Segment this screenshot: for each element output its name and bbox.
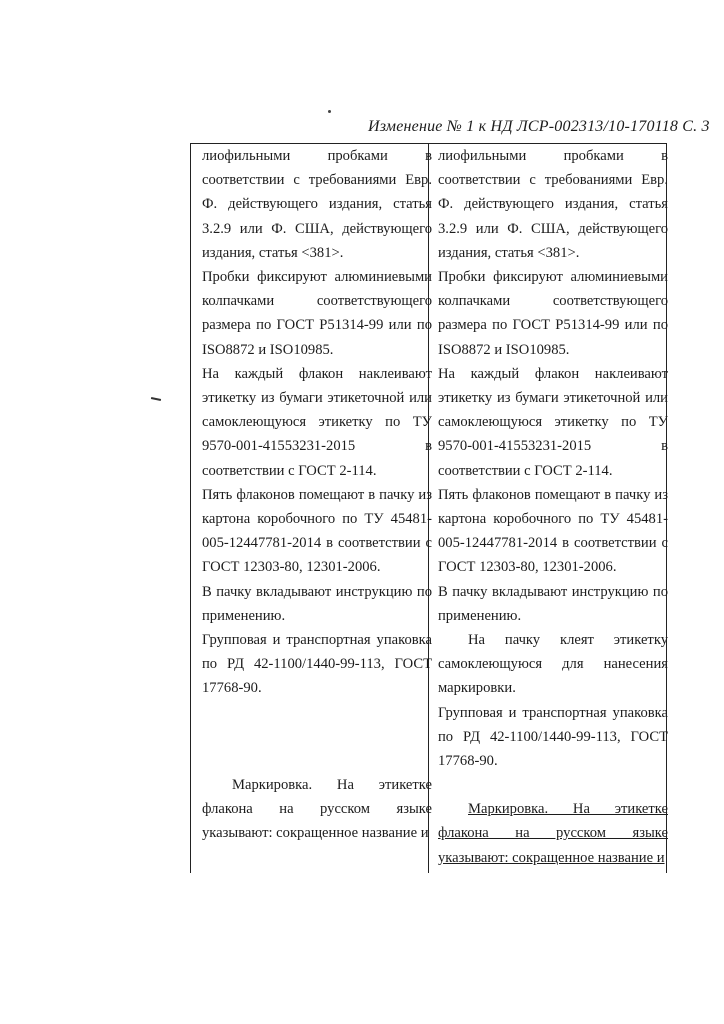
right-paragraph-8: Маркировка. На этикетке флакона на русском языке указывают: сокращенное название и (438, 801, 668, 866)
comparison-table (190, 143, 666, 873)
left-paragraph-4: Пять флаконов помещают в пачку из картона коробочного по ТУ 45481-005-12447781-2014 в соответствии с ГОСТ 12303-80, 12301-2006. (202, 486, 432, 576)
right-paragraph-2: Пробки фиксируют алюминиевыми колпачками соответствующего размера по ГОСТ Р51314-99 или по ISO8872 и ISO10985. (438, 269, 668, 358)
scan-speck (328, 110, 331, 113)
right-paragraph-3: На каждый флакон наклеивают этикетку из бумаги этикеточной или самоклеющуюся этикетку по ТУ 9570-001-41553231-2015 в соответствии с ГОСТ 2-114. (438, 365, 668, 479)
right-paragraph-4: Пять флаконов помещают в пачку из картона коробочного по ТУ 45481-005-12447781-2014 в соответствии с ГОСТ 12303-80, 12301-2006. (438, 486, 668, 576)
right-paragraph-5: В пачку вкладывают инструкцию по применению. (438, 583, 668, 624)
page-header: Изменение № 1 к НД ЛСР-002313/10-170118 С. 3 (368, 118, 710, 135)
right-paragraph-7: Групповая и транспортная упаковка по РД 42-1100/1440-99-113, ГОСТ 17768-90. (438, 704, 668, 770)
right-paragraph-1: лиофильными пробками в соответствии с требованиями Евр. Ф. действующего издания, статья 3.2.9 или Ф. США, действующего издания, статья <381>. (438, 148, 668, 261)
scan-mark (151, 397, 161, 401)
right-column (438, 144, 668, 870)
left-paragraph-3: На каждый флакон наклеивают этикетку из бумаги этикеточной или самоклеющуюся этикетку по ТУ 9570-001-41553231-2015 в соответствии с ГОСТ 2-114. (202, 365, 432, 479)
left-paragraph-7: Маркировка. На этикетке флакона на русском языке указывают: сокращенное название и (202, 776, 432, 842)
left-paragraph-1: лиофильными пробками в соответствии с требованиями Евр. Ф. действующего издания, статья 3.2.9 или Ф. США, действующего издания, статья <381>. (202, 148, 432, 261)
left-column (202, 144, 432, 845)
right-paragraph-6: На пачку клеят этикетку самоклеющуюся для нанесения маркировки. (438, 632, 668, 697)
left-paragraph-5: В пачку вкладывают инструкцию по применению. (202, 583, 432, 624)
left-paragraph-6: Групповая и транспортная упаковка по РД 42-1100/1440-99-113, ГОСТ 17768-90. (202, 632, 432, 697)
left-paragraph-2: Пробки фиксируют алюминиевыми колпачками соответствующего размера по ГОСТ Р51314-99 или по ISO8872 и ISO10985. (202, 269, 432, 358)
